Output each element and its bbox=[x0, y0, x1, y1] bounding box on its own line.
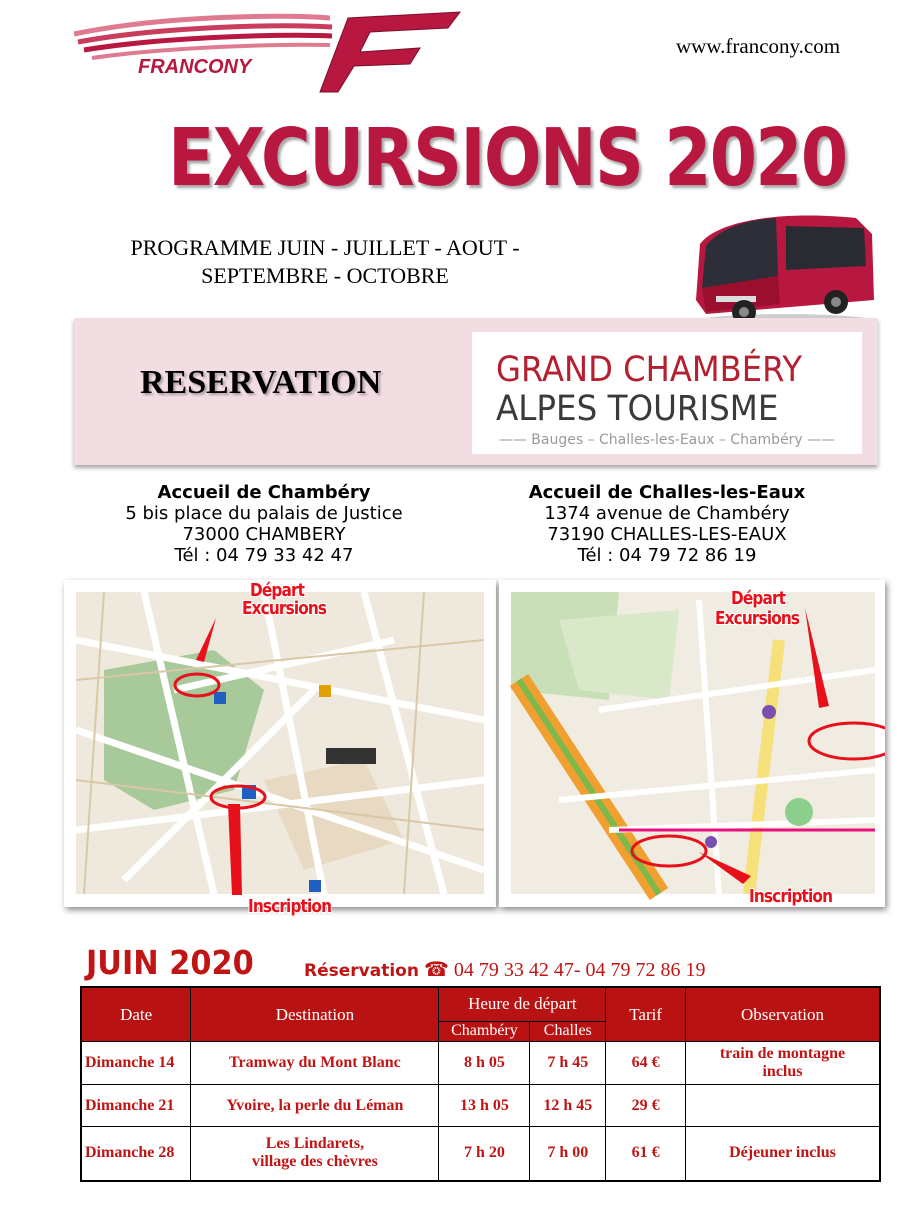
header-departure-time: Heure de départ bbox=[439, 987, 606, 1021]
map-label-excursions: Excursions bbox=[242, 598, 327, 619]
row-time-challes: 7 h 00 bbox=[530, 1126, 606, 1181]
row-time-challes: 7 h 45 bbox=[530, 1042, 606, 1085]
reservation-heading: RESERVATION bbox=[140, 364, 382, 401]
reservation-phones: 04 79 33 42 47- 04 79 72 86 19 bbox=[453, 959, 706, 981]
office-street: 5 bis place du palais de Justice bbox=[125, 503, 403, 524]
header-destination: Destination bbox=[191, 987, 439, 1042]
website-link[interactable]: www.francony.com bbox=[676, 34, 841, 58]
header-observation: Observation bbox=[685, 987, 880, 1042]
office-name: Accueil de Challes-les-Eaux bbox=[528, 482, 806, 503]
row-destination bbox=[191, 1126, 439, 1181]
month-reservation bbox=[304, 957, 706, 982]
francony-logo bbox=[70, 8, 470, 93]
map-chambery bbox=[64, 580, 496, 917]
office-challes bbox=[497, 482, 837, 566]
destination-line-1: Tramway du Mont Blanc bbox=[229, 1054, 401, 1072]
map-label-depart: Départ bbox=[250, 580, 305, 601]
header-challes: Challes bbox=[530, 1021, 606, 1041]
row-price: 29 € bbox=[606, 1085, 686, 1126]
row-observation bbox=[685, 1042, 880, 1085]
map-challes-les-eaux bbox=[499, 580, 885, 907]
row-time-chambery: 8 h 05 bbox=[439, 1042, 530, 1085]
table-row bbox=[81, 1085, 880, 1126]
office-city: 73190 CHALLES-LES-EAUX bbox=[547, 524, 787, 545]
tourism-line-3: —— Bauges – Challes-les-Eaux – Chambéry —— bbox=[498, 432, 836, 448]
coach-bus-image bbox=[686, 204, 878, 332]
header-price: Tarif bbox=[606, 987, 686, 1042]
excursion-table bbox=[80, 986, 881, 1182]
row-time-challes: 12 h 45 bbox=[530, 1085, 606, 1126]
office-name: Accueil de Chambéry bbox=[157, 482, 371, 503]
programme-line-2: SEPTEMBRE - OCTOBRE bbox=[201, 263, 449, 288]
map-label-inscription: Inscription bbox=[248, 896, 332, 917]
office-street: 1374 avenue de Chambéry bbox=[544, 503, 790, 524]
reservation-label: Réservation bbox=[304, 961, 419, 981]
map-label-excursions: Excursions bbox=[715, 608, 800, 629]
phone-icon: ☎ bbox=[423, 959, 449, 981]
row-destination bbox=[191, 1085, 439, 1126]
office-city: 73000 CHAMBERY bbox=[182, 524, 346, 545]
page-title: EXCURSIONS 2020 bbox=[168, 112, 847, 204]
tourism-line-2: ALPES TOURISME bbox=[496, 389, 779, 429]
programme-line-1: PROGRAMME JUIN - JUILLET - AOUT - bbox=[130, 235, 520, 260]
row-destination bbox=[191, 1042, 439, 1085]
row-date: Dimanche 21 bbox=[81, 1085, 191, 1126]
header-chambery: Chambéry bbox=[439, 1021, 530, 1041]
office-phone: Tél : 04 79 33 42 47 bbox=[174, 545, 354, 566]
observation-line-1: train de montagne bbox=[719, 1045, 846, 1063]
row-observation bbox=[685, 1085, 880, 1126]
destination-line-2: village des chèvres bbox=[251, 1153, 378, 1171]
map-label-depart: Départ bbox=[731, 588, 786, 609]
month-title: JUIN 2020 bbox=[86, 943, 254, 982]
table-row bbox=[81, 1042, 880, 1085]
tourism-line-1: GRAND CHAMBÉRY bbox=[496, 350, 803, 390]
destination-line-1: Yvoire, la perle du Léman bbox=[226, 1096, 404, 1114]
row-time-chambery: 13 h 05 bbox=[439, 1085, 530, 1126]
row-time-chambery: 7 h 20 bbox=[439, 1126, 530, 1181]
office-phone: Tél : 04 79 72 86 19 bbox=[577, 545, 757, 566]
row-price: 64 € bbox=[606, 1042, 686, 1085]
destination-line-1: Les Lindarets, bbox=[265, 1135, 365, 1153]
header-date: Date bbox=[81, 987, 191, 1042]
map-label-inscription: Inscription bbox=[749, 886, 833, 907]
programme-text bbox=[90, 234, 560, 290]
brand-name: FRANCONY bbox=[138, 56, 252, 78]
observation-line-2: inclus bbox=[762, 1063, 803, 1081]
row-observation: Déjeuner inclus bbox=[685, 1126, 880, 1181]
row-date: Dimanche 28 bbox=[81, 1126, 191, 1181]
row-price: 61 € bbox=[606, 1126, 686, 1181]
row-date: Dimanche 14 bbox=[81, 1042, 191, 1085]
office-chambery bbox=[94, 482, 434, 566]
table-row bbox=[81, 1126, 880, 1181]
tourism-office-logo bbox=[472, 332, 862, 454]
